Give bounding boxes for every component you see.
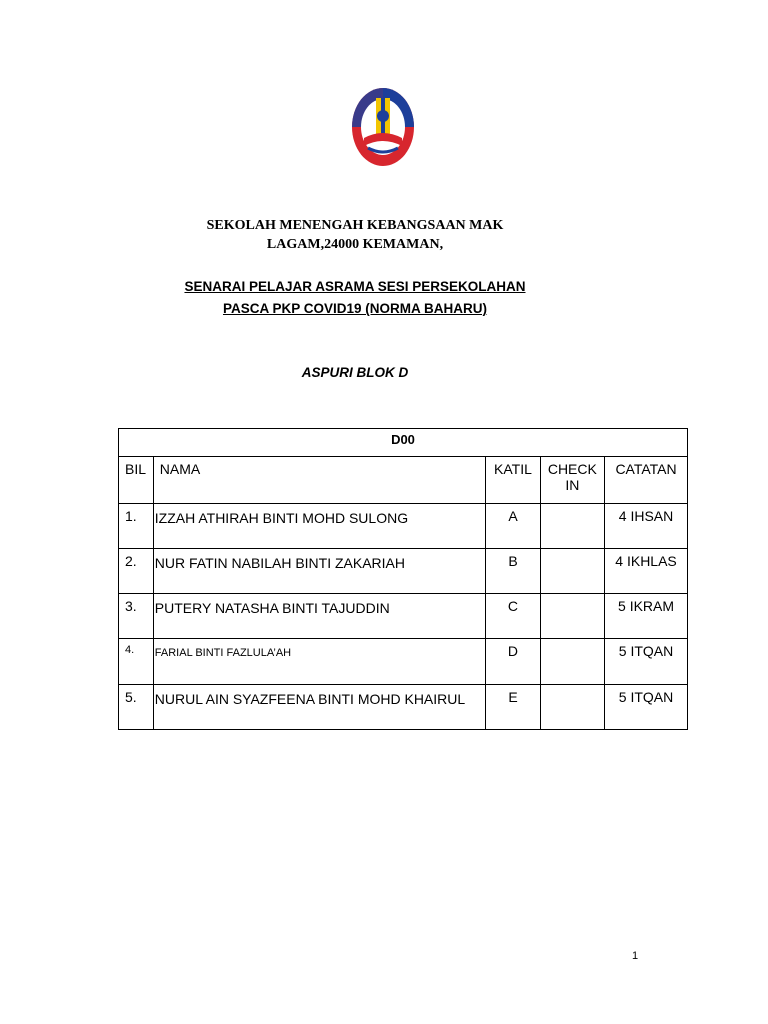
school-crest-logo bbox=[350, 86, 416, 168]
hostel-block-title: ASPURI BLOK D bbox=[301, 365, 409, 380]
row-catatan: 5 ITQAN bbox=[605, 685, 688, 730]
document-title-line-1: SENARAI PELAJAR ASRAMA SESI PERSEKOLAHAN bbox=[184, 279, 526, 294]
table-row bbox=[119, 594, 688, 639]
row-catatan: 5 ITQAN bbox=[605, 639, 688, 685]
col-header-catatan: CATATAN bbox=[605, 457, 688, 504]
row-bil: 4. bbox=[119, 639, 154, 685]
row-nama: PUTERY NATASHA BINTI TAJUDDIN bbox=[153, 594, 486, 639]
row-katil: D bbox=[486, 639, 540, 685]
row-katil: A bbox=[486, 504, 540, 549]
row-katil: E bbox=[486, 685, 540, 730]
row-nama: NURUL AIN SYAZFEENA BINTI MOHD KHAIRUL bbox=[153, 685, 486, 730]
document-title-line-2: PASCA PKP COVID19 (NORMA BAHARU) bbox=[222, 301, 488, 316]
col-header-check-in: CHECK IN bbox=[540, 457, 604, 504]
row-nama: IZZAH ATHIRAH BINTI MOHD SULONG bbox=[153, 504, 486, 549]
column-header-row bbox=[119, 457, 688, 504]
col-header-katil: KATIL bbox=[486, 457, 540, 504]
row-bil: 5. bbox=[119, 685, 154, 730]
row-check-in bbox=[540, 685, 604, 730]
row-check-in bbox=[540, 549, 604, 594]
row-check-in bbox=[540, 504, 604, 549]
row-catatan: 4 IHSAN bbox=[605, 504, 688, 549]
school-name-line-2: LAGAM,24000 KEMAMAN, bbox=[266, 237, 444, 252]
row-nama: NUR FATIN NABILAH BINTI ZAKARIAH bbox=[153, 549, 486, 594]
school-name-line-1: SEKOLAH MENENGAH KEBANGSAAN MAK bbox=[206, 218, 504, 233]
row-check-in bbox=[540, 639, 604, 685]
row-check-in bbox=[540, 594, 604, 639]
row-nama: FARIAL BINTI FAZLULA’AH bbox=[153, 639, 486, 685]
row-bil: 3. bbox=[119, 594, 154, 639]
row-bil: 2. bbox=[119, 549, 154, 594]
student-roster-table bbox=[118, 428, 688, 730]
page-number: 1 bbox=[632, 950, 639, 962]
room-label: D00 bbox=[119, 429, 688, 457]
crest-center-emblem bbox=[377, 110, 389, 122]
row-katil: C bbox=[486, 594, 540, 639]
row-catatan: 5 IKRAM bbox=[605, 594, 688, 639]
col-header-bil: BIL bbox=[119, 457, 154, 504]
table-row bbox=[119, 549, 688, 594]
room-header-row bbox=[119, 429, 688, 457]
row-catatan: 4 IKHLAS bbox=[605, 549, 688, 594]
row-katil: B bbox=[486, 549, 540, 594]
table-row bbox=[119, 639, 688, 685]
row-bil: 1. bbox=[119, 504, 154, 549]
table-row bbox=[119, 504, 688, 549]
table-row bbox=[119, 685, 688, 730]
col-header-nama: NAMA bbox=[153, 457, 486, 504]
